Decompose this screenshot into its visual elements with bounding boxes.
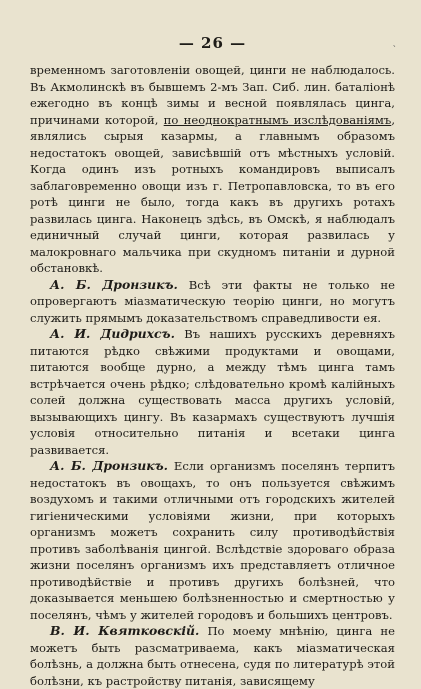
paragraph-5 (30, 623, 395, 689)
paragraph-3 (30, 326, 395, 458)
body-text (30, 62, 395, 689)
underlined-phrase: по неоднократнымъ изслѣдованіямъ (163, 112, 392, 127)
speaker-name: А. Б. Дронзикъ. (50, 276, 178, 292)
speaker-name: А. Б. Дронзикъ. (50, 458, 168, 473)
paragraph-4-text: Если организмъ поселянъ терпитъ недостатокъ въ овощахъ, то онъ пользуется свѣжимъ воздухомъ и такими отличными отъ городскихъ жителей гигіеническими условіями жизни, при которыхъ организмъ можетъ сохранить силу противодѣйствія противъ заболѣванія цингой. Вслѣдствіе здороваго образа жизни поселянъ организмъ ихъ представляетъ отличное противодѣйствіе и противъ другихъ болѣзней, что доказывается меньшею болѣзненностью и смертностью у поселянъ, чѣмъ у жителей городовъ и большихъ центровъ. (30, 459, 395, 622)
ink-speck: ` (392, 46, 397, 56)
speaker-name: А. И. Дидрихсъ. (50, 326, 175, 341)
paragraph-2-text: Всѣ эти факты не только не опровергаютъ міазматическую теорію цинги, но могутъ служить прямымъ доказательствомъ справедливости ея. (30, 277, 395, 325)
speaker-name: В. И. Квятковскій. (50, 623, 200, 638)
page-number: — 26 — (178, 34, 247, 52)
paragraph-1-text-a: временномъ заготовленіи овощей, цинги не наблюдалось. Въ Акмолинскѣ въ бывшемъ 2-мъ Зап. Сиб. лин. баталіонѣ ежегодно въ концѣ зимы и весной появлялась цинга, причинами которой, (30, 63, 395, 127)
paragraph-1-text-b: , являлись сырыя казармы, а главнымъ образомъ недостатокъ овощей, зависѣвшій отъ мѣстныхъ условій. Когда одинъ изъ ротныхъ командировъ выписалъ заблаговременно овощи изъ г. Петропавловска, то въ его ротѣ цинги не было, тогда какъ въ другихъ ротахъ развилась цинга. Наконецъ здѣсь, въ Омскѣ, я наблюдалъ единичный случай цинги, которая развилась у малокровнаго мальчика при скудномъ питаніи и дурной обстановкѣ. (30, 112, 395, 275)
paragraph-1 (30, 62, 395, 277)
paragraph-2 (30, 277, 395, 327)
paragraph-5-text: По моему мнѣнію, цинга не можетъ быть разсматриваема, какъ міазматическая болѣзнь, а должна быть отнесена, судя по литературѣ этой болѣзни, къ растройству питанія, зависящему (30, 624, 395, 688)
paragraph-4 (30, 458, 395, 623)
paragraph-3-text: Въ нашихъ русскихъ деревняхъ питаются рѣдко свѣжими продуктами и овощами, питаются вообще дурно, а между тѣмъ цинга тамъ встрѣчается очень рѣдко; слѣдовательно кромѣ калійныхъ солей должна существовать масса другихъ условій, вызывающихъ цингу. Въ казармахъ существуютъ лучшія условія относительно питанія и всетаки цинга развивается. (30, 327, 395, 457)
